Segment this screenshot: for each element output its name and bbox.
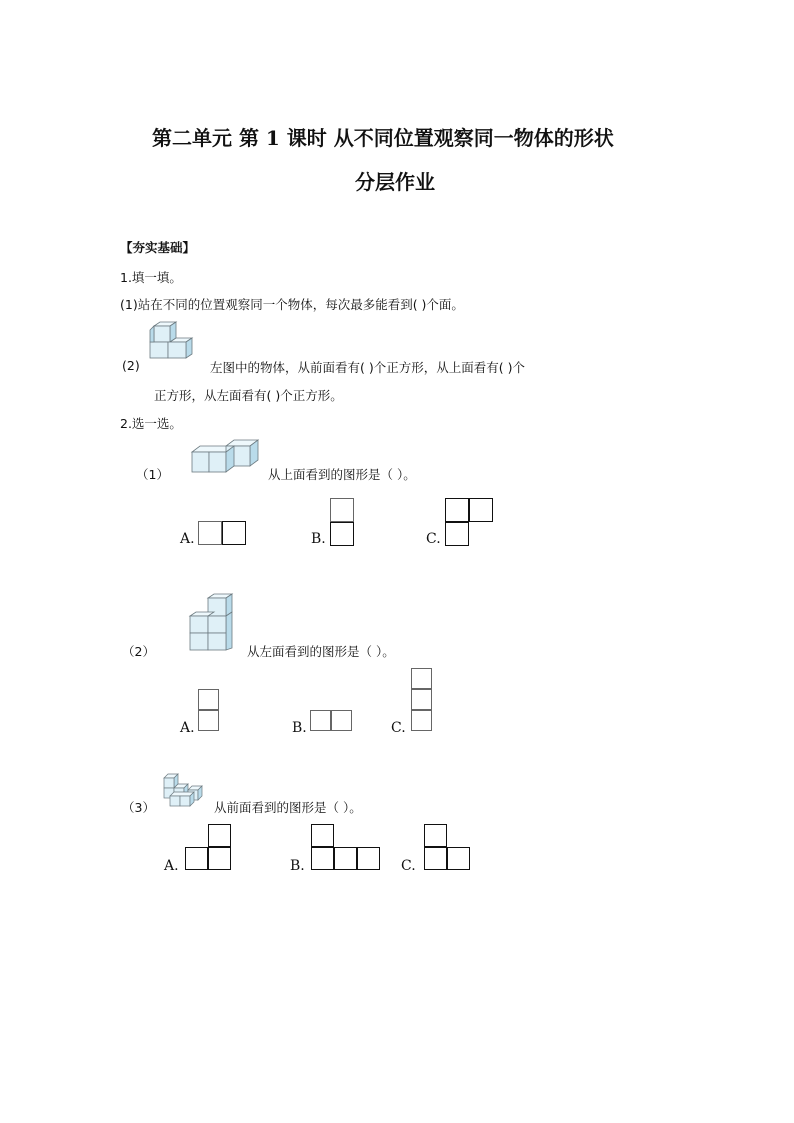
q2-sub3-prompt: 从前面看到的图形是（ ）。 [214, 800, 362, 815]
q1-part2-line2: 正方形，从左面看有( )个正方形。 [154, 388, 343, 403]
q2-sub2-option-b-label[interactable]: B. [292, 720, 307, 736]
q2-sub1-option-b-label[interactable]: B. [311, 531, 326, 547]
q2-sub3-cube-figure [160, 772, 208, 810]
q2-sub3-number: （3） [122, 800, 155, 815]
q2-sub1-prompt: 从上面看到的图形是（ ）。 [268, 467, 416, 482]
section-label: 【夯实基础】 [120, 240, 196, 255]
q1-part2-number: (2) [122, 358, 140, 373]
q1-part2-line1: 左图中的物体，从前面看有( )个正方形，从上面看有( )个 [210, 360, 525, 375]
q2-sub1-option-c-label[interactable]: C. [426, 531, 441, 547]
q2-sub1-cube-figure [190, 438, 262, 474]
q1-heading: 1.填一填。 [120, 270, 182, 285]
q1-cube-figure [146, 322, 196, 368]
q2-sub3-option-a-label[interactable]: A. [164, 858, 179, 874]
q2-sub1-option-a-label[interactable]: A. [180, 531, 195, 547]
q2-sub3-option-c-label[interactable]: C. [401, 858, 416, 874]
q2-sub2-number: （2） [122, 644, 155, 659]
q2-heading: 2.选一选。 [120, 416, 182, 431]
q2-sub2-prompt: 从左面看到的图形是（ ）。 [247, 644, 395, 659]
page-title: 第二单元 第 1 课时 从不同位置观察同一物体的形状 [152, 126, 614, 150]
q2-sub2-option-a-label[interactable]: A. [180, 720, 195, 736]
q2-sub1-number: （1） [136, 467, 169, 482]
q2-sub3-option-b-label[interactable]: B. [290, 858, 305, 874]
q1-part1: (1)站在不同的位置观察同一个物体，每次最多能看到( )个面。 [120, 297, 464, 312]
q2-sub2-cube-figure [188, 592, 234, 652]
q2-sub2-option-c-label[interactable]: C. [391, 720, 406, 736]
page-subtitle: 分层作业 [355, 170, 435, 194]
